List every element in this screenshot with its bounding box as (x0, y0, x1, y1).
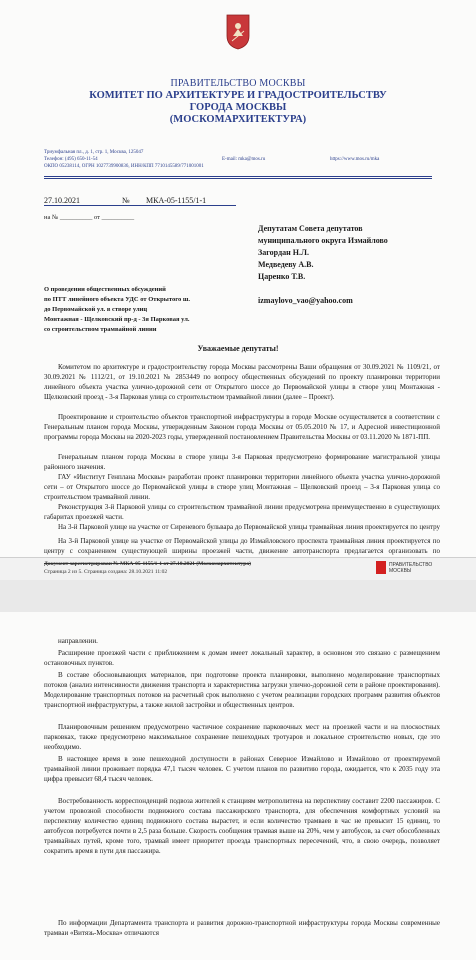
addressee-line-2: муниципального округа Измайлово (258, 236, 388, 245)
paragraph-10: Планировочным решением предусмотрено частичное сохранение парковочных мест на проезжей части и на плоскостных парковках, также предусмотрено максимальное сохранение пешеходных тротуаров и локальное строительство новых, где это необходимо. (44, 723, 440, 751)
paragraph-6: На 3-й Парковой улице на участке от Сиреневого бульвара до Первомайской улицы трамвайная линия проектируется по центру (58, 523, 440, 531)
addressee-line-1: Депутатам Совета депутатов (258, 224, 363, 233)
address: Триумфальная пл., д. 1, стр. 1, Москва, 125047 (44, 150, 144, 155)
paragraph-1: Комитетом по архитектуре и градостроительству города Москвы рассмотрены Ваши обращения от 30.09.2021 № 1109/21, от 30.09.2021 № 1112/21, от 19.10.2021 № 2853449 по вопросу общественных обсуждений по проекту планировки территории линейного объекта участка улично-дорожной сети от Открытого шоссе до Первомайской улицы в створе улиц Монтажная - Щелковский проезд - 3-я Парковая улица со строительством трамвайной линии (далее – Проект). (44, 363, 440, 401)
paragraph-2: Проектирование и строительство объектов транспортной инфраструктуры в городе Москве осуществляется в соответствии с Генеральным планом города Москвы, утвержденным Законом города Москвы от 05.05.2010 № 17, и Адресной инвестиционной программы города Москвы на 2020-2023 годы, утвержденной постановлением Правительства Москвы от 03.11.2020 № 1871-ПП. (44, 413, 440, 441)
subject-line-4: Монтажная - Щелковский пр-д - 3я Парковая ул. (44, 316, 190, 323)
footer-page-info: Страница 2 из 5. Страница создана: 28.10.2021 11:02 (44, 569, 168, 575)
page-gap (0, 580, 476, 612)
committee-name: КОМИТЕТ ПО АРХИТЕКТУРЕ И ГРАДОСТРОИТЕЛЬСТВУ (89, 90, 387, 101)
doc-number-underline (44, 205, 236, 206)
subject-line-5: со строительством трамвайной линии (44, 326, 157, 333)
subject-line-1: О проведении общественных обсуждений (44, 286, 166, 293)
moscow-government-logo-icon (376, 561, 386, 574)
greeting: Уважаемые депутаты! (197, 344, 279, 353)
paragraph-continued: направлении. (58, 637, 98, 645)
addressee-line-5: Царенко Т.В. (258, 272, 306, 281)
subject-line-3: до Первомайской ул. в створе улиц (44, 306, 148, 313)
committee-name-city: ГОРОДА МОСКВЫ (189, 102, 287, 113)
paragraph-8: Расширение проезжей части с приближением к домам имеет локальный характер, в основном это связано с размещением остановочных пунктов. (44, 649, 440, 667)
reference-line: на № __________ от __________ (44, 214, 135, 221)
registration-codes: ОКПО 05238114, ОГРН 1027739900836, ИНН/КПП 7710145589/771001001 (44, 164, 204, 169)
government-name: ПРАВИТЕЛЬСТВО МОСКВЫ (170, 78, 306, 89)
doc-number: МКА-05-1155/1-1 (146, 196, 207, 205)
subject-line-2: по ПТТ линейного объекта УДС от Открытого ш. (44, 296, 191, 303)
letter-page-2 (0, 612, 476, 960)
moscow-government-label: ПРАВИТЕЛЬСТВО МОСКВЫ (389, 562, 433, 574)
paragraph-4: ГАУ «Институт Генплана Москвы» разработан проект планировки территории линейного объекта участка улично-дорожной сети – от Открытого шоссе до Первомайской улицы в створе улиц Монтажная – Щелковский проезд – 3-я Парковая улица со строительством трамвайной линии. (44, 473, 440, 501)
paragraph-13: По информации Департамента транспорта и развития дорожно-транспортной инфраструктуры города Москвы современные трамваи «Витязь-Москва» отличаются (44, 919, 440, 937)
committee-abbr: (МОСКОМАРХИТЕКТУРА) (169, 114, 307, 125)
footer-registration: Документ зарегистрирован № МКА-05-1155/1-1 от 27.10.2021 (Москомархитектура) (44, 561, 251, 567)
paragraph-7: На 3-й Парковой улице на участке от Первомайской улицы до Измайловского проспекта трамвайная линия проектируется по центру с сохранением существующей ширины проезжей части, движение автотранспорта предлагается организовать по (44, 537, 440, 555)
email: E-mail: mka@mos.ru (222, 157, 266, 162)
phone: Телефон: (495) 650-11-54 (44, 157, 98, 162)
addressee-email: izmaylovo_vao@yahoo.com (258, 296, 353, 305)
addressee-line-3: Загоpдан Н.Л. (258, 248, 309, 257)
doc-number-label: № (122, 196, 130, 205)
paragraph-12: Востребованность корреспонденций подвоза жителей к станциям метрополитена на перспективу составит 2200 пассажиров. С учетом провозной способности подвижного состава пассажирского транспорта, для обеспечения комфортных условий на перспективу количество единиц подвижного состава вырастет, и если количество трамваев в час не превысит 15 единиц, то автобусов потребуется почти в 2,5 раза больше. Скорость сообщения трамвая выше на 20%, чем у автобусов, за счет обособленных трамвайных путей, кроме того, трамвай имеет приоритет проезда транспортных пересечений, что, в свою очередь, позволяет сократить время в пути для пассажира. (44, 797, 440, 855)
header-rule-2 (44, 178, 432, 179)
paragraph-3: Генеральным планом города Москвы в створе улицы 3-я Парковая предусмотрено формирование магистральной улицы районного значения. (44, 453, 440, 471)
paragraph-11: В настоящее время в зоне пешеходной доступности в районах Северное Измайлово и Измайлово от проектируемой трамвайной линии проживает порядка 47,1 тысяч человек. С учетом планов по развитию города, ожидается, что к 2035 году эта цифра превысит 68,4 тысяч человек. (44, 755, 440, 783)
header-rule (44, 176, 432, 177)
paragraph-5: Реконструкция 3-й Парковой улицы со строительством трамвайной линии предусмотрена преимущественно в существующих габаритах проезжей части. (44, 503, 440, 521)
paragraph-9: В составе обосновывающих материалов, при подготовке проекта планировки, выполнено моделирование транспортных потоков (анализ интенсивности движения транспорта и характеристика загрузки улично-дорожной сети в районе проектирования). Моделирование транспортных потоков на расчетный срок выполнено с учетом реализации городских программ развития объектов транспортной инфраструктуры, а также жилой застройки и общественных центров. (44, 671, 440, 709)
addressee-line-4: Медведеву А.В. (258, 260, 314, 269)
website: https://www.mos.ru/mka (330, 157, 380, 162)
doc-date: 27.10.2021 (44, 196, 80, 205)
moscow-coat-of-arms-icon (226, 14, 250, 50)
